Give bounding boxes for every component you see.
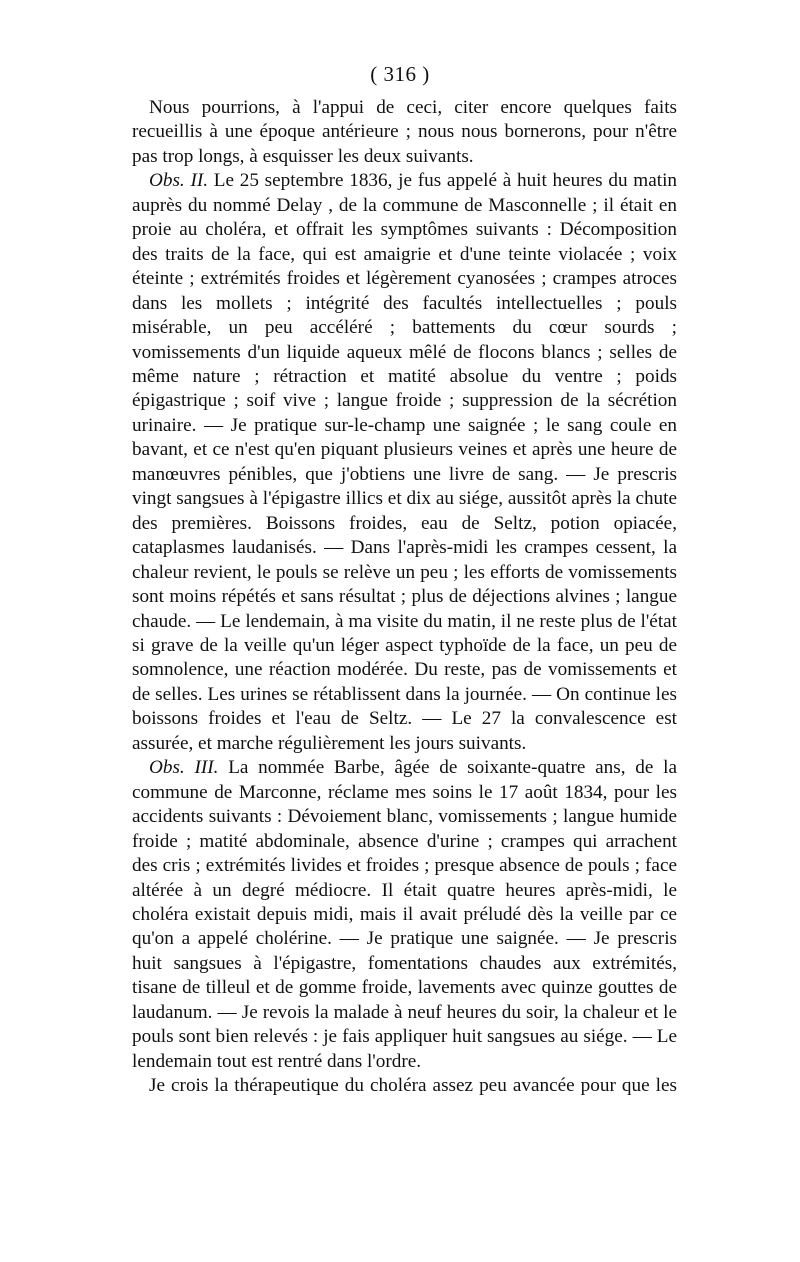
paragraph-intro xyxy=(132,96,677,169)
body-text xyxy=(132,96,677,1099)
observation-3-text: La nommée Barbe, âgée de soixante-quatre ans, de la commune de Marconne, réclame mes soins le 17 août 1834, pour les accidents suivants : Dévoiement blanc, vomissements ; langue humide froide ; matité abdominale, absence d'urine ; crampes qui arrachent des cris ; extrémités livides et froides ; presque absence de pouls ; face altérée à un degré médiocre. Il était quatre heures après-midi, le choléra existait depuis midi, mais il avait préludé dès la veille par ce qu'on a appelé cholérine. — Je pratique une saignée. — Je prescris huit sangsues à l'épigastre, fomentations chaudes aux extrémités, tisane de tilleul et de gomme froide, lavements avec quinze gouttes de laudanum. — Je revois la malade à neuf heures du soir, la chaleur et le pouls sont bien relevés : je fais appliquer huit sangsues au siége. — Le lendemain tout est rentré dans l'ordre. xyxy=(132,757,677,1072)
observation-2-text: Le 25 septembre 1836, je fus appelé à huit heures du matin auprès du nommé Delay , de la commune de Masconnelle ; il était en proie au choléra, et offrait les symptômes suivants : Décomposition des traits de la face, qui est amaigrie et d'une teinte violacée ; voix éteinte ; extrémités froides et légèrement cyanosées ; crampes atroces dans les mollets ; intégrité des facultés intellectuelles ; pouls misérable, un peu accéléré ; battements du cœur sourds ; vomissements d'un liquide aqueux mêlé de flocons blancs ; selles de même nature ; rétraction et matité absolue du ventre ; poids épigastrique ; soif vive ; langue froide ; suppression de la sécrétion urinaire. — Je pratique sur-le-champ une saignée ; le sang coule en bavant, et ce n'est qu'en piquant plusieurs veines et après une heure de manœuvres pénibles, que j'obtiens une livre de sang. — Je prescris vingt sangsues à l'épigastre illics et dix au siége, aussitôt après la chute des premières. Boissons froides, eau de Seltz, potion opiacée, cataplasmes laudanisés. — Dans l'après-midi les crampes cessent, la chaleur revient, le pouls se relève un peu ; les efforts de vomissements sont moins répétés et sans résultat ; plus de déjections alvines ; langue chaude. — Le lendemain, à ma visite du matin, il ne reste plus de l'état si grave de la veille qu'un léger aspect typhoïde de la face, un peu de somnolence, une réaction modérée. Du reste, pas de vomissements et de selles. Les urines se rétablissent dans la journée. — On continue les boissons froides et l'eau de Seltz. — Le 27 la convalescence est assurée, et marche régulièrement les jours suivants. xyxy=(132,170,677,754)
observation-3-label: Obs. III. xyxy=(149,757,219,779)
observation-2-label: Obs. II. xyxy=(149,170,209,192)
paragraph-final xyxy=(132,1074,677,1098)
paragraph-final-text: Je crois la thérapeutique du choléra assez peu avancée pour que les xyxy=(149,1075,677,1097)
paragraph-observation-2 xyxy=(132,169,677,756)
page-number: ( 316 ) xyxy=(370,62,430,86)
paragraph-intro-text: Nous pourrions, à l'appui de ceci, citer encore quelques faits recueillis à une époque antérieure ; nous nous bornerons, pour n'être pas trop longs, à esquisser les deux suivants. xyxy=(132,97,677,167)
paragraph-observation-3 xyxy=(132,756,677,1074)
